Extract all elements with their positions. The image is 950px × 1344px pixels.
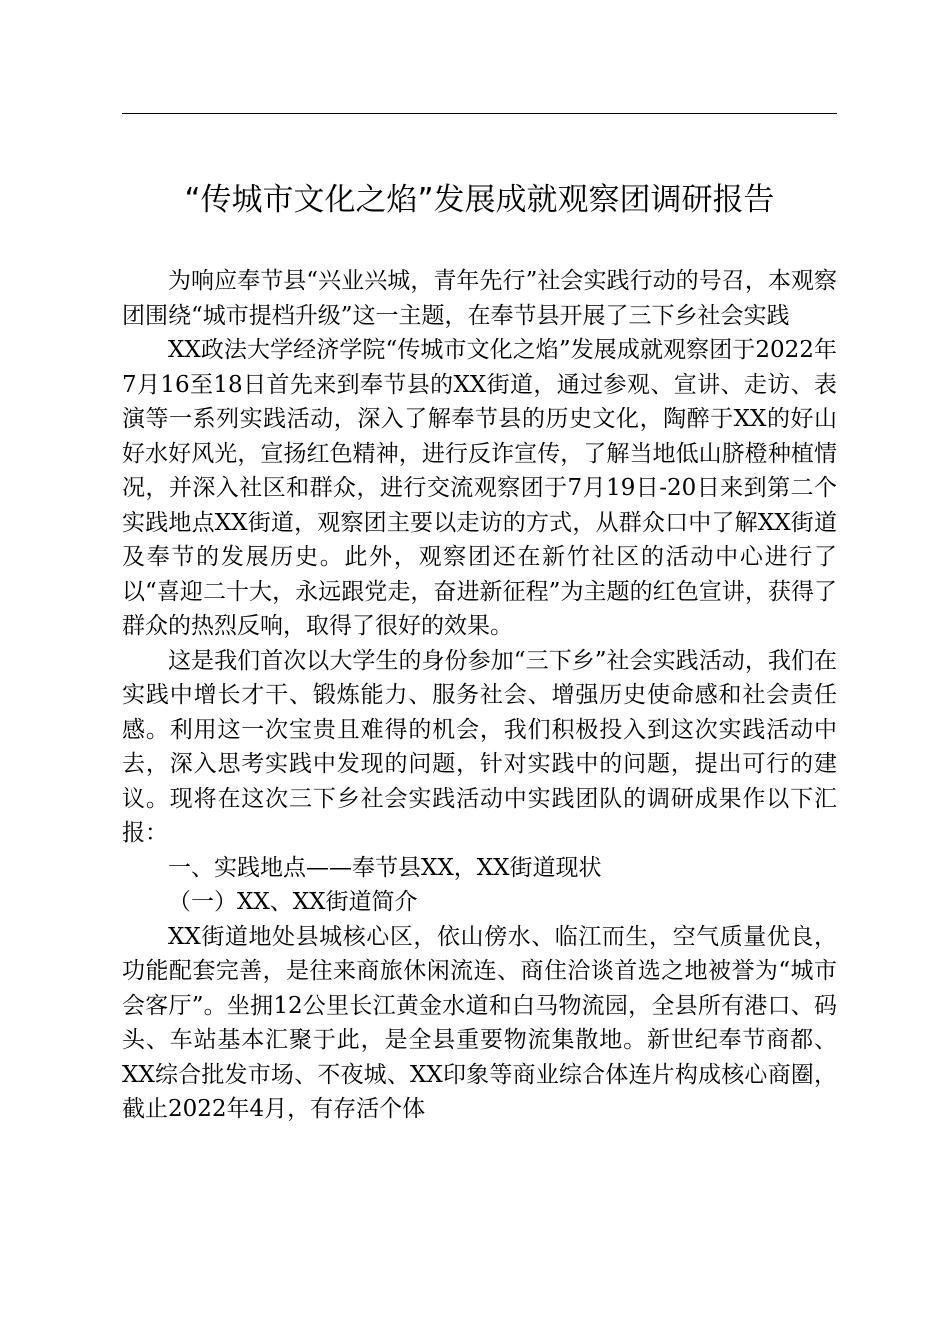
- document-title: “传城市文化之焰”发展成就观察团调研报告: [184, 182, 775, 218]
- section-heading: 一、实践地点——奉节县XX，XX街道现状: [168, 854, 602, 881]
- paragraph-street-intro: XX街道地处县城核心区，依山傍水、临江而生，空气质量优良，功能配套完善，是往来商旅休闲流连、商住洽谈首选之地被誉为“城市会客厅”。坐拥12公里长江黄金水道和白马物流园，全县所有港口、码头、车站基本汇聚于此，是全县重要物流集散地。新世纪奉节商都、XX综合批发市场、不夜城、XX印象等商业综合体连片构成核心商圈，截止2022年4月，有存活个体: [122, 923, 837, 1122]
- paragraph-activities: XX政法大学经济学院“传城市文化之焰”发展成就观察团于2022年7月16至18日首先来到奉节县的XX街道，通过参观、宣讲、走访、表演等一系列实践活动，深入了解奉节县的历史文化，陶醉于XX的好山好水好风光，宣扬红色精神，进行反诈宣传，了解当地低山脐橙种植情况，并深入社区和群众，进行交流观察团于7月19日-20日来到第二个实践地点XX街道，观察团主要以走访的方式，从群众口中了解XX街道及奉节的发展历史。此外，观察团还在新竹社区的活动中心进行了以“喜迎二十大，永远跟党走，奋进新征程”为主题的红色宣讲，获得了群众的热烈反响，取得了很好的效果。: [122, 337, 837, 639]
- paragraph-reflection: 这是我们首次以大学生的身份参加“三下乡”社会实践活动，我们在实践中增长才干、锻炼能力、服务社会、增强历史使命感和社会责任感。利用这一次宝贵且难得的机会，我们积极投入到这次实践活动中去，深入思考实践中发现的问题，针对实践中的问题，提出可行的建议。现将在这次三下乡社会实践活动中实践团队的调研成果作以下汇报：: [122, 647, 837, 846]
- document-body: [122, 264, 837, 1127]
- header-rule: [122, 113, 837, 114]
- subsection-heading: （一）XX、XX街道简介: [168, 889, 418, 915]
- paragraph-intro: 为响应奉节县“兴业兴城，青年先行”社会实践行动的号召，本观察团围绕“城市提档升级”这一主题，在奉节县开展了三下乡社会实践: [122, 268, 837, 329]
